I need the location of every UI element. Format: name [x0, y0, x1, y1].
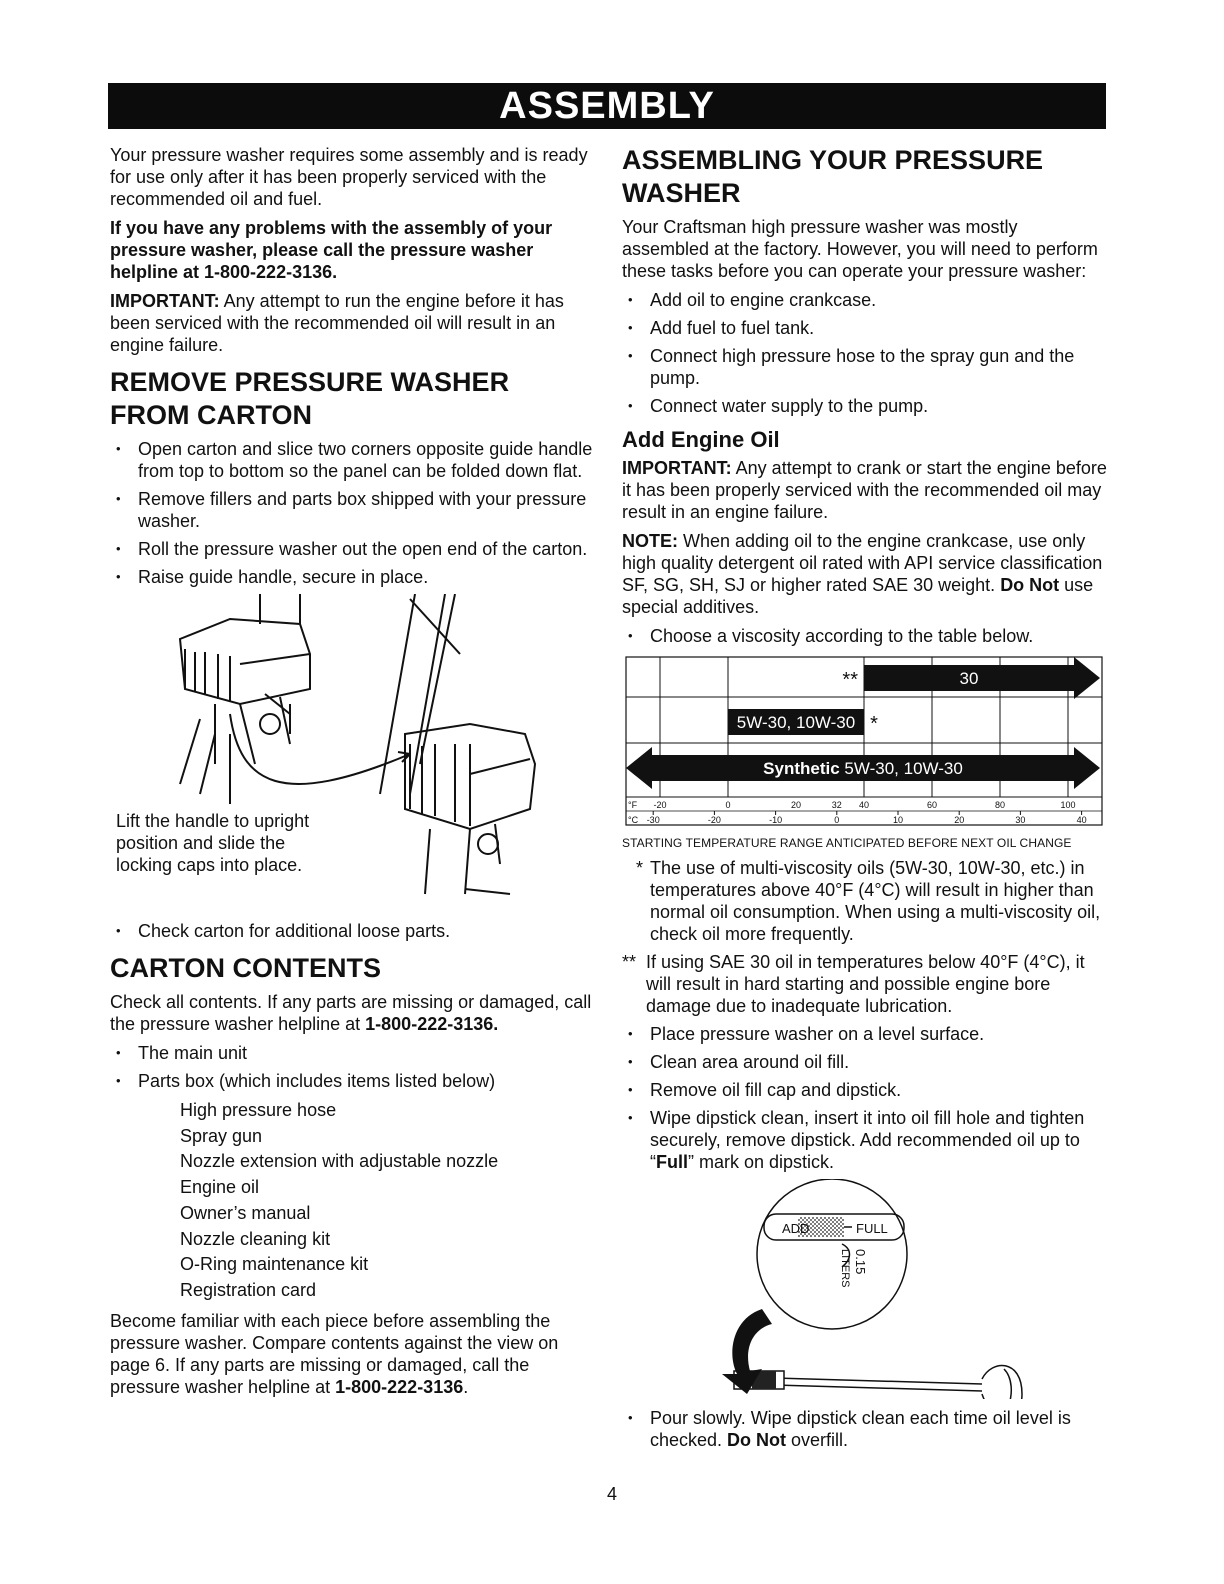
assembling-intro: Your Craftsman high pressure washer was mostly assembled at the factory. However, you will need to perform these tasks before you can operate your pressure washer: [622, 217, 1098, 281]
parts-item: Engine oil [180, 1177, 260, 1198]
band-marker: ** [842, 669, 858, 691]
band-label: 30 [959, 669, 979, 688]
handle-figure [110, 594, 595, 914]
contents-intro: Check all contents. If any parts are missing or damaged, call the pressure washer helpline at 1-800-222-3136. [110, 992, 592, 1034]
fahrenheit-tick-label: 0 [725, 800, 731, 810]
remove-heading: REMOVE PRESSURE WASHER FROM CARTON [110, 367, 510, 430]
full-label: FULL [856, 1221, 888, 1236]
chart-caption: STARTING TEMPERATURE RANGE ANTICIPATED BEFORE NEXT OIL CHANGE [622, 836, 1072, 850]
fahrenheit-tick-label: 100 [1060, 800, 1076, 810]
volume-label: 0.15 [853, 1249, 868, 1275]
list-item: • Pour slowly. Wipe dipstick clean each time oil level is checked. Do Not overfill. [622, 1407, 1107, 1451]
celsius-tick-label: 10 [892, 815, 904, 825]
list-item: • The main unit [110, 1042, 595, 1064]
list-item: • Add oil to engine crankcase. [622, 289, 1107, 311]
choose-list [622, 625, 1107, 647]
list-item: • Place pressure washer on a level surface. [622, 1023, 1107, 1045]
list-item: • Wipe dipstick clean, insert it into oil fill hole and tighten securely, remove dipstick. Add recommended oil up to “Full” mark on dipstick. [622, 1107, 1107, 1173]
list-item: • Remove fillers and parts box shipped with your pressure washer. [110, 488, 595, 532]
magnifier-circle [757, 1179, 907, 1329]
fahrenheit-tick-label: 40 [858, 800, 870, 810]
list-item: • Add fuel to fuel tank. [622, 317, 1107, 339]
remove-steps-list [110, 438, 595, 588]
oil-heading: Add Engine Oil [622, 427, 780, 452]
viscosity-chart [622, 653, 1107, 834]
fahrenheit-tick-label: 80 [994, 800, 1006, 810]
parts-item: O-Ring maintenance kit [180, 1254, 369, 1275]
pour-list [622, 1407, 1107, 1451]
oil-note: NOTE: When adding oil to the engine crankcase, use only high quality detergent oil rated with API service classification SF, SG, SH, SJ or higher rated SAE 30 weight. Do Not use special additives. [622, 531, 1103, 617]
list-item: • Raise guide handle, secure in place. [110, 566, 595, 588]
list-item: • Connect high pressure hose to the spray gun and the pump. [622, 345, 1107, 389]
add-label: ADD [782, 1221, 810, 1236]
fahrenheit-tick-label: 32 [831, 800, 842, 810]
check-list [110, 920, 595, 942]
oil-important: IMPORTANT: Any attempt to crank or start the engine before it has been properly serviced with the recommended oil may result in an engine failure. [622, 458, 1107, 522]
dipstick-figure [622, 1179, 1107, 1399]
list-item: • Connect water supply to the pump. [622, 395, 1107, 417]
parts-item: Registration card [180, 1279, 317, 1300]
fahrenheit-tick-label: 60 [926, 800, 938, 810]
celsius-tick-label: 0 [834, 815, 840, 825]
list-item: • Parts box (which includes items listed below) [110, 1070, 595, 1092]
band-label: 5W-30, 10W-30 [736, 713, 856, 732]
celsius-unit: °C [628, 815, 639, 825]
parts-item: Nozzle cleaning kit [180, 1228, 331, 1249]
helpline-note: If you have any problems with the assembly of your pressure washer, please call the pressure washer helpline at 1-800-222-3136. [110, 218, 553, 282]
unit-label: LITERS [839, 1249, 851, 1288]
parts-item: Spray gun [180, 1125, 263, 1146]
contents-phone: 1-800-222-3136. [365, 1014, 499, 1034]
celsius-tick-label: -30 [646, 815, 660, 825]
band-marker: * [870, 713, 878, 735]
banner-title: ASSEMBLY [499, 85, 715, 127]
footnotes [622, 857, 1107, 1017]
fahrenheit-tick-label: 20 [790, 800, 802, 810]
list-item: • Remove oil fill cap and dipstick. [622, 1079, 1107, 1101]
list-item: • Clean area around oil fill. [622, 1051, 1107, 1073]
celsius-tick-label: -20 [707, 815, 721, 825]
parts-item: High pressure hose [180, 1100, 337, 1120]
left-column [110, 144, 595, 1405]
parts-item: Owner’s manual [180, 1202, 311, 1223]
list-item: • Check carton for additional loose parts. [110, 920, 595, 942]
list-item: • Open carton and slice two corners opposite guide handle from top to bottom so the panel can be folded down flat. [110, 438, 595, 482]
list-item: • Roll the pressure washer out the open end of the carton. [110, 538, 595, 560]
important-label: IMPORTANT: [110, 291, 220, 311]
oil-steps-list [622, 1023, 1107, 1173]
viscosity-chart-svg [622, 653, 1107, 829]
fahrenheit-tick-label: -20 [653, 800, 667, 810]
footnote-2: ** If using SAE 30 oil in temperatures below 40°F (4°C), it will result in hard starting and possible engine bore damage due to inadequate lubrication. [622, 952, 1085, 1016]
section-banner [108, 83, 1106, 129]
tasks-list [622, 289, 1107, 417]
contents-list [110, 1042, 595, 1092]
celsius-tick-label: 40 [1076, 815, 1087, 825]
familiar-phone: 1-800-222-3136 [335, 1376, 464, 1397]
celsius-tick-label: -10 [769, 815, 783, 825]
list-item: • Choose a viscosity according to the table below. [622, 625, 1107, 647]
footnote-1: * The use of multi-viscosity oils (5W-30, 10W-30, etc.) in temperatures above 40°F (4°C) will result in higher than normal oil consumption. When using a multi-viscosity oil, check oil more frequently. [636, 858, 1101, 944]
parts-box-list [180, 1098, 595, 1304]
dipstick-illustration [622, 1179, 1107, 1399]
viscosity-band [864, 657, 1100, 699]
assembling-heading: ASSEMBLING YOUR PRESSURE WASHER [622, 145, 1044, 208]
important-note: IMPORTANT: Any attempt to run the engine before it has been serviced with the recommended oil will result in an engine failure. [110, 291, 564, 355]
celsius-tick-label: 30 [1015, 815, 1026, 825]
contents-heading: CARTON CONTENTS [110, 953, 382, 983]
band-label: Synthetic 5W-30, 10W-30 [763, 759, 963, 778]
fahrenheit-unit: °F [628, 800, 638, 810]
intro-text: Your pressure washer requires some assembly and is ready for use only after it has been properly serviced with the recommended oil and fuel. [110, 145, 588, 209]
figure-caption: Lift the handle to upright position and slide the locking caps into place. [116, 811, 310, 875]
celsius-tick-label: 20 [954, 815, 965, 825]
page-number: 4 [606, 1484, 617, 1504]
familiar-text: Become familiar with each piece before assembling the pressure washer. Compare contents against the view on page 6. If any parts are missing or damaged, call the pressure washer helpline at 1-800-222-3136. [110, 1310, 559, 1397]
parts-item: Nozzle extension with adjustable nozzle [180, 1151, 499, 1172]
right-column [622, 144, 1107, 1457]
